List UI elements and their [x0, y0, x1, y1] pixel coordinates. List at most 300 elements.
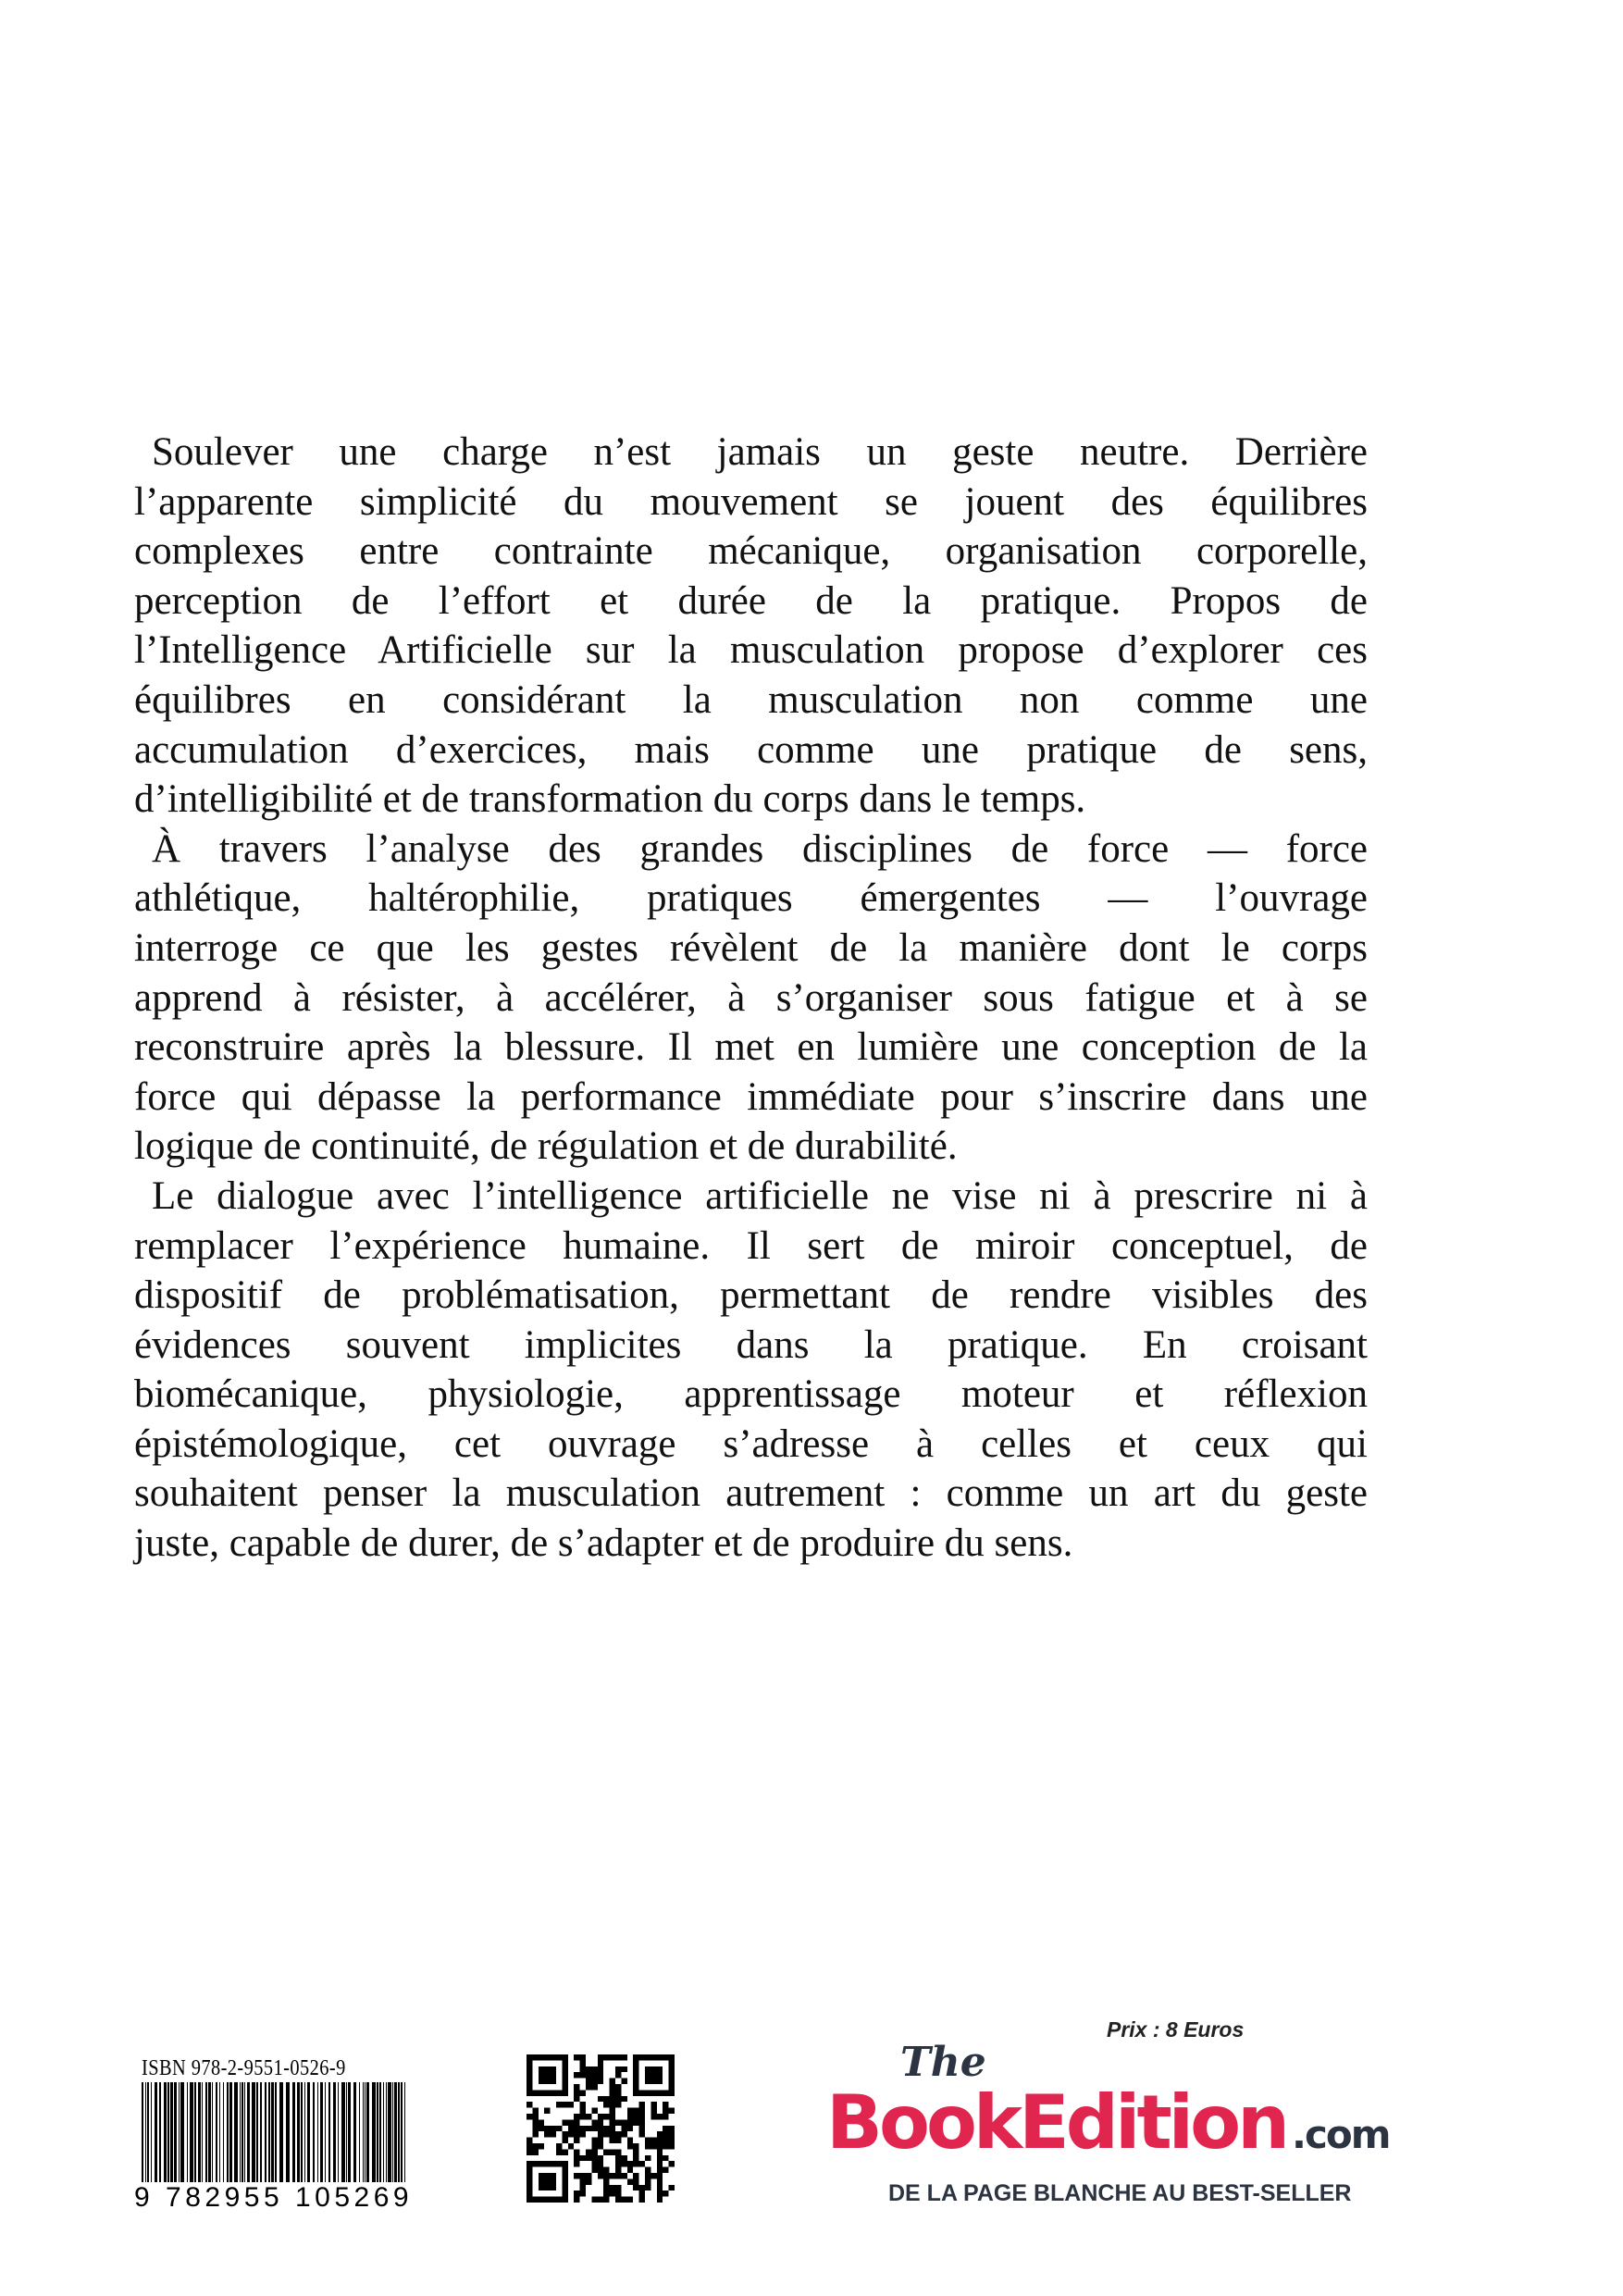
qr-module	[580, 2191, 586, 2196]
qr-module	[603, 2054, 609, 2060]
barcode-bar	[292, 2082, 295, 2189]
qr-module	[562, 2090, 567, 2095]
qr-module	[574, 2131, 579, 2137]
barcode-bars	[142, 2082, 410, 2189]
barcode-bar	[244, 2082, 245, 2189]
qr-module	[657, 2114, 663, 2119]
qr-module	[621, 2161, 626, 2166]
qr-module	[544, 2173, 550, 2178]
qr-module	[657, 2066, 663, 2072]
logo-row	[826, 2079, 1390, 2174]
qr-module	[645, 2066, 650, 2072]
qr-module	[610, 2054, 615, 2060]
barcode-bar	[242, 2082, 243, 2189]
qr-module	[562, 2167, 567, 2173]
qr-module	[627, 2197, 633, 2203]
qr-module	[663, 2138, 668, 2143]
qr-module	[544, 2072, 550, 2078]
qr-module	[639, 2114, 645, 2119]
qr-module	[633, 2090, 638, 2095]
barcode-bar	[348, 2082, 351, 2189]
qr-module	[645, 2143, 650, 2149]
qr-module	[615, 2197, 621, 2203]
barcode-bar	[317, 2082, 318, 2189]
text-line: À travers l’analyse des grandes disciplines de force — force	[152, 826, 1368, 871]
qr-module	[657, 2178, 663, 2184]
barcode-bar	[229, 2082, 232, 2189]
logo-com: .com	[1292, 2112, 1390, 2157]
qr-module	[551, 2173, 556, 2178]
qr-module	[610, 2114, 615, 2119]
qr-module	[544, 2197, 550, 2203]
qr-module	[574, 2114, 579, 2119]
qr-module	[645, 2079, 650, 2084]
qr-module	[627, 2119, 633, 2125]
qr-module	[532, 2090, 538, 2095]
qr-module	[591, 2066, 597, 2072]
text-line: perception de l’effort et durée de la pratique. Propos de	[134, 578, 1368, 623]
qr-module	[603, 2131, 609, 2137]
qr-module	[586, 2079, 591, 2084]
barcode-bar	[379, 2082, 381, 2189]
qr-module	[633, 2149, 638, 2154]
qr-module	[639, 2054, 645, 2060]
qr-module	[639, 2131, 645, 2137]
qr-module	[615, 2090, 621, 2095]
qr-module	[544, 2054, 550, 2060]
qr-module	[580, 2185, 586, 2191]
paragraph	[134, 428, 1368, 825]
qr-module	[621, 2066, 626, 2072]
qr-module	[621, 2054, 626, 2060]
barcode-bar	[142, 2082, 143, 2189]
barcode-bar	[219, 2082, 220, 2189]
qr-module	[539, 2173, 544, 2178]
qr-module	[657, 2143, 663, 2149]
barcode-bar	[164, 2082, 167, 2189]
qr-module	[610, 2084, 615, 2090]
qr-module	[627, 2108, 633, 2114]
qr-module	[633, 2185, 638, 2191]
qr-module	[657, 2149, 663, 2154]
qr-module	[527, 2102, 532, 2107]
qr-module	[574, 2072, 579, 2078]
qr-module	[539, 2197, 544, 2203]
qr-module	[532, 2119, 538, 2125]
qr-module	[532, 2149, 538, 2154]
text-line: complexes entre contrainte mécanique, organisation corporelle,	[134, 529, 1368, 574]
qr-module	[645, 2138, 650, 2143]
barcode-bar	[363, 2082, 364, 2189]
barcode-bar	[275, 2082, 277, 2189]
barcode-bar	[256, 2082, 258, 2189]
qr-module	[610, 2191, 615, 2196]
qr-module	[598, 2167, 603, 2173]
qr-module	[580, 2054, 586, 2060]
qr-module	[639, 2090, 645, 2095]
barcode-bar	[216, 2082, 217, 2189]
qr-module	[645, 2167, 650, 2173]
barcode-bar	[404, 2082, 405, 2189]
qr-module	[639, 2126, 645, 2131]
qr-module	[645, 2072, 650, 2078]
qr-module	[527, 2060, 532, 2066]
barcode-bar	[227, 2082, 229, 2189]
qr-module	[551, 2178, 556, 2184]
barcode-bar	[313, 2082, 315, 2189]
qr-module	[615, 2167, 621, 2173]
qr-module	[574, 2126, 579, 2131]
qr-module	[603, 2102, 609, 2107]
qr-module	[562, 2149, 567, 2154]
barcode-bar	[252, 2082, 255, 2189]
qr-module	[532, 2054, 538, 2060]
qr-module	[562, 2138, 567, 2143]
logo-main: BookEdition	[826, 2079, 1287, 2166]
qr-module	[633, 2161, 638, 2166]
qr-module	[657, 2090, 663, 2095]
qr-module	[539, 2161, 544, 2166]
qr-module	[610, 2096, 615, 2102]
qr-module	[562, 2191, 567, 2196]
barcode-bar	[268, 2082, 270, 2189]
qr-module	[639, 2197, 645, 2203]
text-line: biomécanique, physiologie, apprentissage moteur et réflexion	[134, 1372, 1368, 1417]
barcode-bar	[247, 2082, 250, 2189]
qr-module	[615, 2173, 621, 2178]
qr-module	[627, 2138, 633, 2143]
qr-module	[591, 2126, 597, 2131]
qr-module	[669, 2185, 675, 2191]
qr-module	[527, 2197, 532, 2203]
barcode-bar	[372, 2082, 376, 2189]
qr-module	[627, 2178, 633, 2184]
back-cover-blurb	[134, 428, 1368, 1569]
barcode-bar	[304, 2082, 305, 2189]
text-line: équilibres en considérant la musculation non comme une	[134, 677, 1368, 722]
qr-module	[544, 2161, 550, 2166]
qr-module	[586, 2126, 591, 2131]
qr-module	[650, 2054, 656, 2060]
isbn-barcode	[134, 2056, 421, 2212]
qr-module	[663, 2126, 668, 2131]
barcode-bar	[388, 2082, 391, 2189]
text-line: logique de continuité, de régulation et de durabilité.	[134, 1124, 958, 1169]
qr-module	[532, 2131, 538, 2137]
qr-module	[539, 2079, 544, 2084]
qr-module	[650, 2090, 656, 2095]
qr-module	[603, 2197, 609, 2203]
qr-module	[591, 2138, 597, 2143]
qr-module	[527, 2054, 532, 2060]
qr-module	[580, 2060, 586, 2066]
qr-module	[527, 2167, 532, 2173]
qr-module	[527, 2138, 532, 2143]
barcode-bar	[271, 2082, 274, 2189]
barcode-bar	[167, 2082, 169, 2189]
qr-module	[621, 2173, 626, 2178]
qr-module	[603, 2173, 609, 2178]
qr-module	[615, 2119, 621, 2125]
qr-module	[562, 2054, 567, 2060]
qr-module	[527, 2161, 532, 2166]
qr-module	[580, 2090, 586, 2095]
qr-module	[645, 2054, 650, 2060]
barcode-bar	[359, 2082, 360, 2189]
qr-module	[591, 2084, 597, 2090]
qr-module	[539, 2185, 544, 2191]
qr-module	[586, 2155, 591, 2161]
qr-module	[621, 2079, 626, 2084]
qr-module	[551, 2079, 556, 2084]
logo-the: The	[900, 2039, 986, 2086]
qr-module	[610, 2185, 615, 2191]
qr-module	[657, 2197, 663, 2203]
qr-module	[669, 2138, 675, 2143]
qr-module	[544, 2066, 550, 2072]
qr-module	[598, 2155, 603, 2161]
qr-module	[580, 2102, 586, 2107]
qr-module	[586, 2178, 591, 2184]
qr-module	[615, 2161, 621, 2166]
qr-module	[562, 2119, 567, 2125]
qr-module	[615, 2131, 621, 2137]
barcode-bar	[401, 2082, 403, 2189]
logo-tagline: DE LA PAGE BLANCHE AU BEST-SELLER	[888, 2180, 1352, 2206]
qr-module	[669, 2084, 675, 2090]
qr-module	[663, 2143, 668, 2149]
qr-module	[633, 2119, 638, 2125]
qr-module	[527, 2185, 532, 2191]
qr-module	[663, 2191, 668, 2196]
qr-module	[657, 2138, 663, 2143]
qr-module	[556, 2090, 562, 2095]
qr-module	[539, 2066, 544, 2072]
text-line: Le dialogue avec l’intelligence artificielle ne vise ni à prescrire ni à	[152, 1173, 1368, 1218]
text-line: dispositif de problématisation, permettant de rendre visibles des	[134, 1273, 1368, 1318]
qr-module	[544, 2185, 550, 2191]
qr-module	[657, 2131, 663, 2137]
qr-module	[562, 2072, 567, 2078]
qr-module	[650, 2114, 656, 2119]
qr-module	[639, 2161, 645, 2166]
qr-module	[556, 2102, 562, 2107]
qr-module	[633, 2079, 638, 2084]
qr-module	[527, 2143, 532, 2149]
qr-module	[603, 2096, 609, 2102]
text-line: Soulever une charge n’est jamais un geste neutre. Derrière	[152, 430, 1368, 474]
qr-module	[574, 2084, 579, 2090]
qr-module	[544, 2131, 550, 2137]
qr-module	[574, 2155, 579, 2161]
qr-module	[598, 2197, 603, 2203]
barcode-bar	[366, 2082, 369, 2189]
barcode-bar	[307, 2082, 310, 2189]
qr-module	[627, 2114, 633, 2119]
barcode-bar	[234, 2082, 238, 2189]
qr-module	[633, 2054, 638, 2060]
barcode-bar	[180, 2082, 184, 2189]
qr-module	[650, 2102, 656, 2107]
qr-module	[610, 2126, 615, 2131]
qr-module	[551, 2126, 556, 2131]
qr-module	[580, 2178, 586, 2184]
qr-module	[562, 2178, 567, 2184]
qr-module	[551, 2131, 556, 2137]
qr-module	[580, 2173, 586, 2178]
qr-module	[615, 2149, 621, 2154]
qr-module	[663, 2090, 668, 2095]
qr-module	[556, 2149, 562, 2154]
qr-module	[556, 2143, 562, 2149]
isbn-label: ISBN 978-2-9551-0526-9	[142, 2056, 346, 2080]
qr-module	[556, 2126, 562, 2131]
barcode-bar	[147, 2082, 149, 2189]
qr-module	[598, 2119, 603, 2125]
barcode-bar	[170, 2082, 173, 2189]
bookedition-logo	[826, 2039, 1390, 2174]
qr-module	[562, 2084, 567, 2090]
qr-module	[527, 2090, 532, 2095]
qr-module	[615, 2102, 621, 2107]
qr-module	[574, 2138, 579, 2143]
qr-module	[657, 2173, 663, 2178]
qr-module	[591, 2161, 597, 2166]
qr-module	[650, 2079, 656, 2084]
qr-module	[610, 2102, 615, 2107]
qr-module	[598, 2079, 603, 2084]
qr-module	[615, 2191, 621, 2196]
qr-module	[562, 2102, 567, 2107]
qr-module	[639, 2191, 645, 2196]
qr-module	[556, 2161, 562, 2166]
qr-module	[598, 2143, 603, 2149]
qr-module	[603, 2178, 609, 2184]
qr-module	[633, 2084, 638, 2090]
qr-module	[669, 2079, 675, 2084]
barcode-bar	[179, 2082, 180, 2189]
qr-module	[639, 2108, 645, 2114]
qr-module	[574, 2173, 579, 2178]
qr-module	[574, 2119, 579, 2125]
qr-module	[527, 2191, 532, 2196]
qr-module	[591, 2155, 597, 2161]
qr-module	[633, 2114, 638, 2119]
text-line: accumulation d’exercices, mais comme une pratique de sens,	[134, 727, 1368, 772]
qr-module	[544, 2108, 550, 2114]
qr-module	[532, 2126, 538, 2131]
qr-module	[586, 2084, 591, 2090]
qr-module	[627, 2143, 633, 2149]
barcode-bar	[286, 2082, 290, 2189]
qr-module	[663, 2155, 668, 2161]
qr-module	[598, 2096, 603, 2102]
qr-module	[610, 2131, 615, 2137]
text-line: remplacer l’expérience humaine. Il sert de miroir conceptuel, de	[134, 1223, 1368, 1268]
qr-module	[598, 2126, 603, 2131]
qr-module	[532, 2114, 538, 2119]
barcode-bar	[383, 2082, 384, 2189]
qr-module	[539, 2126, 544, 2131]
qr-module	[574, 2096, 579, 2102]
qr-module	[598, 2066, 603, 2072]
qr-module	[663, 2054, 668, 2060]
qr-module	[551, 2054, 556, 2060]
qr-module	[532, 2161, 538, 2166]
barcode-bar	[333, 2082, 336, 2189]
qr-module	[539, 2090, 544, 2095]
qr-module	[556, 2197, 562, 2203]
barcode-bar	[301, 2082, 303, 2189]
qr-module	[663, 2102, 668, 2107]
barcode-bar	[392, 2082, 393, 2189]
qr-module	[568, 2126, 574, 2131]
qr-module	[532, 2143, 538, 2149]
qr-module	[650, 2173, 656, 2178]
qr-module	[580, 2155, 586, 2161]
qr-module	[551, 2185, 556, 2191]
qr-module	[627, 2167, 633, 2173]
qr-code	[527, 2052, 675, 2205]
barcode-bar	[155, 2082, 157, 2189]
qr-module	[663, 2108, 668, 2114]
text-line: l’Intelligence Artificielle sur la musculation propose d’explorer ces	[134, 628, 1368, 673]
qr-module	[615, 2072, 621, 2078]
qr-module	[615, 2155, 621, 2161]
barcode-bar	[198, 2082, 201, 2189]
barcode-bar	[265, 2082, 266, 2189]
qr-module	[633, 2072, 638, 2078]
barcode-bar	[338, 2082, 339, 2189]
qr-module	[603, 2149, 609, 2154]
barcode-bar	[377, 2082, 378, 2189]
barcode-bar	[187, 2082, 188, 2189]
qr-module	[562, 2131, 567, 2137]
qr-module	[669, 2090, 675, 2095]
barcode-bar	[346, 2082, 347, 2189]
barcode-bar	[386, 2082, 387, 2189]
qr-module	[539, 2143, 544, 2149]
qr-module	[598, 2072, 603, 2078]
text-line: épistémologique, cet ouvrage s’adresse à celles et ceux qui	[134, 1421, 1368, 1466]
qr-module	[669, 2126, 675, 2131]
qr-module	[562, 2161, 567, 2166]
qr-module	[527, 2114, 532, 2119]
qr-module	[568, 2143, 574, 2149]
qr-module	[610, 2079, 615, 2084]
barcode-bar	[320, 2082, 323, 2189]
qr-module	[527, 2178, 532, 2184]
qr-module	[580, 2126, 586, 2131]
paragraph	[134, 1172, 1368, 1569]
qr-module	[598, 2138, 603, 2143]
qr-module	[650, 2143, 656, 2149]
qr-module	[621, 2131, 626, 2137]
qr-module	[562, 2197, 567, 2203]
qr-module	[663, 2131, 668, 2137]
qr-module	[645, 2173, 650, 2178]
qr-module	[657, 2155, 663, 2161]
qr-module	[532, 2197, 538, 2203]
text-line: force qui dépasse la performance immédiate pour s’inscrire dans une	[134, 1074, 1368, 1119]
qr-module	[639, 2119, 645, 2125]
barcode-bar	[297, 2082, 300, 2189]
qr-module	[586, 2114, 591, 2119]
barcode-bar	[151, 2082, 152, 2189]
qr-module	[586, 2173, 591, 2178]
qr-module	[562, 2079, 567, 2084]
qr-module	[551, 2066, 556, 2072]
